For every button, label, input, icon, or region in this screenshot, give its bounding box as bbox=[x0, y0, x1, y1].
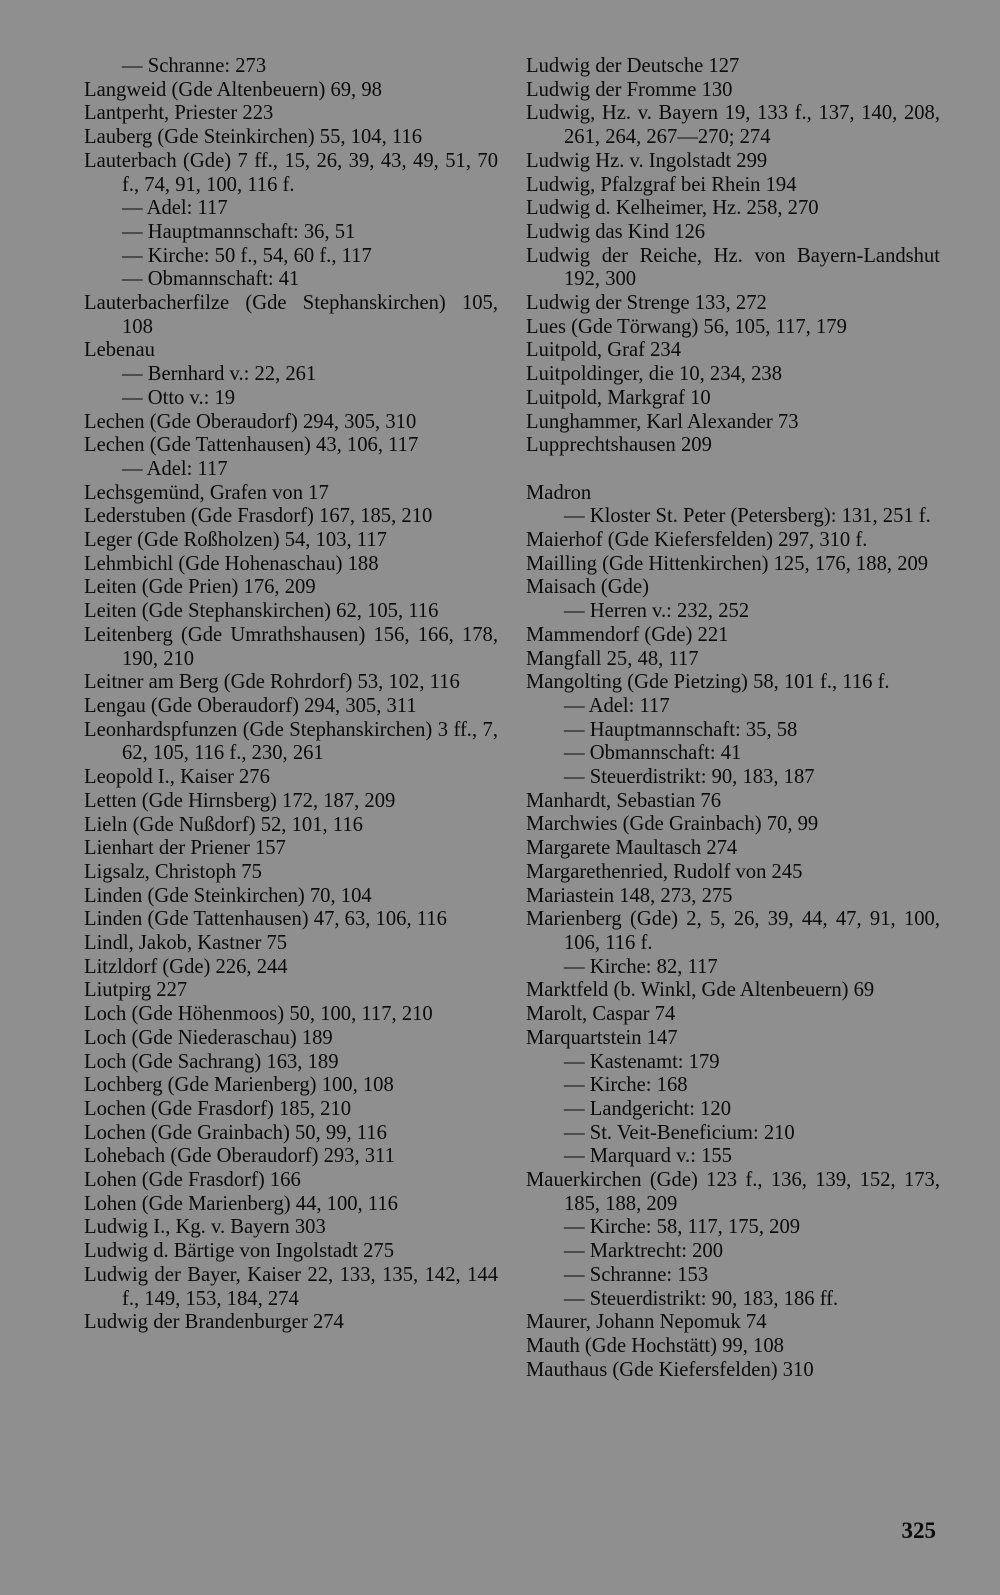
index-subentry: — Schranne: 153 bbox=[564, 1263, 709, 1286]
index-subentry: — Schranne: 273 bbox=[122, 55, 267, 77]
index-entry: Ludwig d. Bärtige von Ingolstadt 275 bbox=[84, 1240, 395, 1263]
index-entry: Leonhardspfunzen (Gde Stephanskirchen) 3 ff., 7, 62, 105, 116 f., 230, 261 bbox=[84, 718, 498, 765]
index-entry: Lochen (Gde Frasdorf) 185, 210 bbox=[84, 1097, 352, 1120]
index-entry: Lohen (Gde Marienberg) 44, 100, 116 bbox=[84, 1192, 398, 1215]
index-entry: Mangfall 25, 48, 117 bbox=[526, 647, 699, 670]
index-entry: Loch (Gde Sachrang) 163, 189 bbox=[84, 1050, 339, 1073]
index-subentry: — Marquard v.: 155 bbox=[564, 1145, 732, 1168]
index-entry: Mauerkirchen (Gde) 123 f., 136, 139, 152, 173, 185, 188, 209 bbox=[526, 1169, 940, 1215]
index-entry: Maierhof (Gde Kiefersfelden) 297, 310 f. bbox=[526, 529, 868, 552]
index-subentry: — Steuerdistrikt: 90, 183, 186 ff. bbox=[564, 1287, 839, 1310]
index-entry: Ludwig der Deutsche 127 bbox=[526, 55, 740, 77]
index-entry: Lechen (Gde Oberaudorf) 294, 305, 310 bbox=[84, 410, 417, 433]
index-entry: Mammendorf (Gde) 221 bbox=[526, 623, 729, 646]
index-entry: Linden (Gde Steinkirchen) 70, 104 bbox=[84, 884, 372, 907]
index-entry: Ludwig Hz. v. Ingolstadt 299 bbox=[526, 149, 768, 172]
index-subentry: — Adel: 117 bbox=[122, 197, 228, 220]
index-entry: Lienhart der Priener 157 bbox=[84, 837, 286, 860]
index-subentry: — Herren v.: 232, 252 bbox=[564, 600, 750, 623]
index-entry: Leopold I., Kaiser 276 bbox=[84, 766, 270, 789]
index-entry: Leiten (Gde Stephanskirchen) 62, 105, 116 bbox=[84, 600, 439, 623]
index-entry: Lengau (Gde Oberaudorf) 294, 305, 311 bbox=[84, 694, 417, 717]
index-entry: Lechsgemünd, Grafen von 17 bbox=[84, 481, 329, 504]
index-entry: Maisach (Gde) bbox=[526, 576, 649, 599]
index-entry: Lauterbacherfilze (Gde Stephanskirchen) 105, 108 bbox=[84, 292, 498, 338]
index-entry: Manhardt, Sebastian 76 bbox=[526, 789, 722, 812]
index-entry: Ludwig, Pfalzgraf bei Rhein 194 bbox=[526, 173, 797, 196]
index-entry: Lunghammer, Karl Alexander 73 bbox=[526, 410, 799, 433]
index-entry: Lupprechtshausen 209 bbox=[526, 434, 712, 457]
index-subentry: — Kirche: 50 f., 54, 60 f., 117 bbox=[122, 244, 372, 267]
index-subentry: — Marktrecht: 200 bbox=[564, 1240, 723, 1263]
index-entry: Ludwig der Bayer, Kaiser 22, 133, 135, 142, 144 f., 149, 153, 184, 274 bbox=[84, 1263, 498, 1310]
index-entry: Leitenberg (Gde Umrathshausen) 156, 166, 178, 190, 210 bbox=[84, 623, 498, 670]
index-entry: Ludwig d. Kelheimer, Hz. 258, 270 bbox=[526, 197, 819, 220]
index-entry: Mailling (Gde Hittenkirchen) 125, 176, 188, 209 bbox=[526, 552, 929, 575]
index-entry: Liutpirg 227 bbox=[84, 979, 188, 1002]
index-entry: Luitpold, Markgraf 10 bbox=[526, 386, 711, 409]
index-entry: Ligsalz, Christoph 75 bbox=[84, 860, 262, 883]
index-entry: Lieln (Gde Nußdorf) 52, 101, 116 bbox=[84, 813, 363, 836]
index-entry: Ludwig der Fromme 130 bbox=[526, 78, 733, 101]
index-entry: Margarethenried, Rudolf von 245 bbox=[526, 860, 803, 883]
index-entry: Lochen (Gde Grainbach) 50, 99, 116 bbox=[84, 1121, 387, 1144]
index-entry: Maurer, Johann Nepomuk 74 bbox=[526, 1311, 767, 1334]
index-entry: Lechen (Gde Tattenhausen) 43, 106, 117 bbox=[84, 434, 419, 457]
index-entry: Margarete Maultasch 274 bbox=[526, 837, 738, 860]
index-subentry: — Hauptmannschaft: 35, 58 bbox=[564, 718, 798, 741]
index-entry: Langweid (Gde Altenbeuern) 69, 98 bbox=[84, 78, 382, 101]
index-subentry: — Kirche: 82, 117 bbox=[564, 955, 718, 978]
index-subentry: — Hauptmannschaft: 36, 51 bbox=[122, 220, 356, 243]
index-entry: Marktfeld (b. Winkl, Gde Altenbeuern) 69 bbox=[526, 979, 875, 1002]
index-subentry: — Obmannschaft: 41 bbox=[564, 742, 742, 765]
index-entry: Ludwig das Kind 126 bbox=[526, 220, 706, 243]
index-entry: Luitpold, Graf 234 bbox=[526, 339, 681, 362]
left-index-column bbox=[84, 55, 498, 1335]
page-number: 325 bbox=[901, 1518, 936, 1543]
index-entry: Mauth (Gde Hochstätt) 99, 108 bbox=[526, 1334, 784, 1357]
index-subentry: — Adel: 117 bbox=[564, 694, 670, 717]
index-entry: Mariastein 148, 273, 275 bbox=[526, 884, 733, 907]
index-entry: Loch (Gde Höhenmoos) 50, 100, 117, 210 bbox=[84, 1003, 433, 1026]
index-entry: Lauterbach (Gde) 7 ff., 15, 26, 39, 43, 49, 51, 70 f., 74, 91, 100, 116 f. bbox=[84, 149, 498, 196]
blank-line bbox=[526, 458, 940, 482]
index-subentry: — Bernhard v.: 22, 261 bbox=[122, 363, 317, 386]
index-entry: Lebenau bbox=[84, 339, 155, 362]
index-entry: Lantperht, Priester 223 bbox=[84, 102, 274, 125]
index-entry: Litzldorf (Gde) 226, 244 bbox=[84, 955, 288, 978]
index-entry: Loch (Gde Niederaschau) 189 bbox=[84, 1026, 333, 1049]
index-entry: Lindl, Jakob, Kastner 75 bbox=[84, 932, 288, 955]
index-entry: Mauthaus (Gde Kiefersfelden) 310 bbox=[526, 1358, 814, 1381]
index-entry: Lohen (Gde Frasdorf) 166 bbox=[84, 1169, 301, 1192]
index-entry: Madron bbox=[526, 481, 592, 504]
index-entry: Ludwig, Hz. v. Bayern 19, 133 f., 137, 140, 208, 261, 264, 267—270; 274 bbox=[526, 102, 940, 149]
index-entry: Luitpoldinger, die 10, 234, 238 bbox=[526, 363, 782, 386]
index-subentry: — Kloster St. Peter (Petersberg): 131, 251 f. bbox=[564, 505, 931, 528]
index-subentry: — Otto v.: 19 bbox=[122, 386, 236, 409]
index-subentry: — Steuerdistrikt: 90, 183, 187 bbox=[564, 766, 815, 789]
index-entry: Lederstuben (Gde Frasdorf) 167, 185, 210 bbox=[84, 505, 433, 528]
index-entry: Marolt, Caspar 74 bbox=[526, 1003, 676, 1026]
index-subentry: — St. Veit-Beneficium: 210 bbox=[564, 1121, 795, 1144]
index-subentry: — Kirche: 168 bbox=[564, 1074, 688, 1097]
index-entry: Marchwies (Gde Grainbach) 70, 99 bbox=[526, 813, 819, 836]
index-subentry: — Adel: 117 bbox=[122, 457, 228, 480]
index-entry: Leiten (Gde Prien) 176, 209 bbox=[84, 576, 316, 599]
index-entry: Ludwig der Strenge 133, 272 bbox=[526, 292, 767, 315]
index-entry: Marienberg (Gde) 2, 5, 26, 39, 44, 47, 91, 100, 106, 116 f. bbox=[526, 908, 940, 954]
index-entry: Linden (Gde Tattenhausen) 47, 63, 106, 116 bbox=[84, 908, 447, 931]
index-entry: Lauberg (Gde Steinkirchen) 55, 104, 116 bbox=[84, 126, 422, 149]
index-subentry: — Kirche: 58, 117, 175, 209 bbox=[564, 1216, 801, 1239]
index-entry: Lohebach (Gde Oberaudorf) 293, 311 bbox=[84, 1145, 395, 1168]
index-entry: Lues (Gde Törwang) 56, 105, 117, 179 bbox=[526, 315, 847, 338]
index-entry: Letten (Gde Hirnsberg) 172, 187, 209 bbox=[84, 789, 396, 812]
index-entry: Leitner am Berg (Gde Rohrdorf) 53, 102, 116 bbox=[84, 671, 460, 694]
index-entry: Ludwig I., Kg. v. Bayern 303 bbox=[84, 1216, 326, 1239]
index-entry: Ludwig der Brandenburger 274 bbox=[84, 1311, 344, 1334]
index-subentry: — Kastenamt: 179 bbox=[564, 1050, 720, 1073]
index-entry: Mangolting (Gde Pietzing) 58, 101 f., 116 f. bbox=[526, 671, 890, 694]
index-entry: Lochberg (Gde Marienberg) 100, 108 bbox=[84, 1074, 394, 1097]
index-entry: Lehmbichl (Gde Hohenaschau) 188 bbox=[84, 552, 379, 575]
index-entry: Marquartstein 147 bbox=[526, 1026, 678, 1049]
index-subentry: — Landgericht: 120 bbox=[564, 1097, 731, 1120]
index-subentry: — Obmannschaft: 41 bbox=[122, 268, 300, 291]
index-entry: Ludwig der Reiche, Hz. von Bayern-Landshut 192, 300 bbox=[526, 244, 940, 291]
index-entry: Leger (Gde Roßholzen) 54, 103, 117 bbox=[84, 529, 387, 552]
right-index-column bbox=[526, 55, 940, 1382]
